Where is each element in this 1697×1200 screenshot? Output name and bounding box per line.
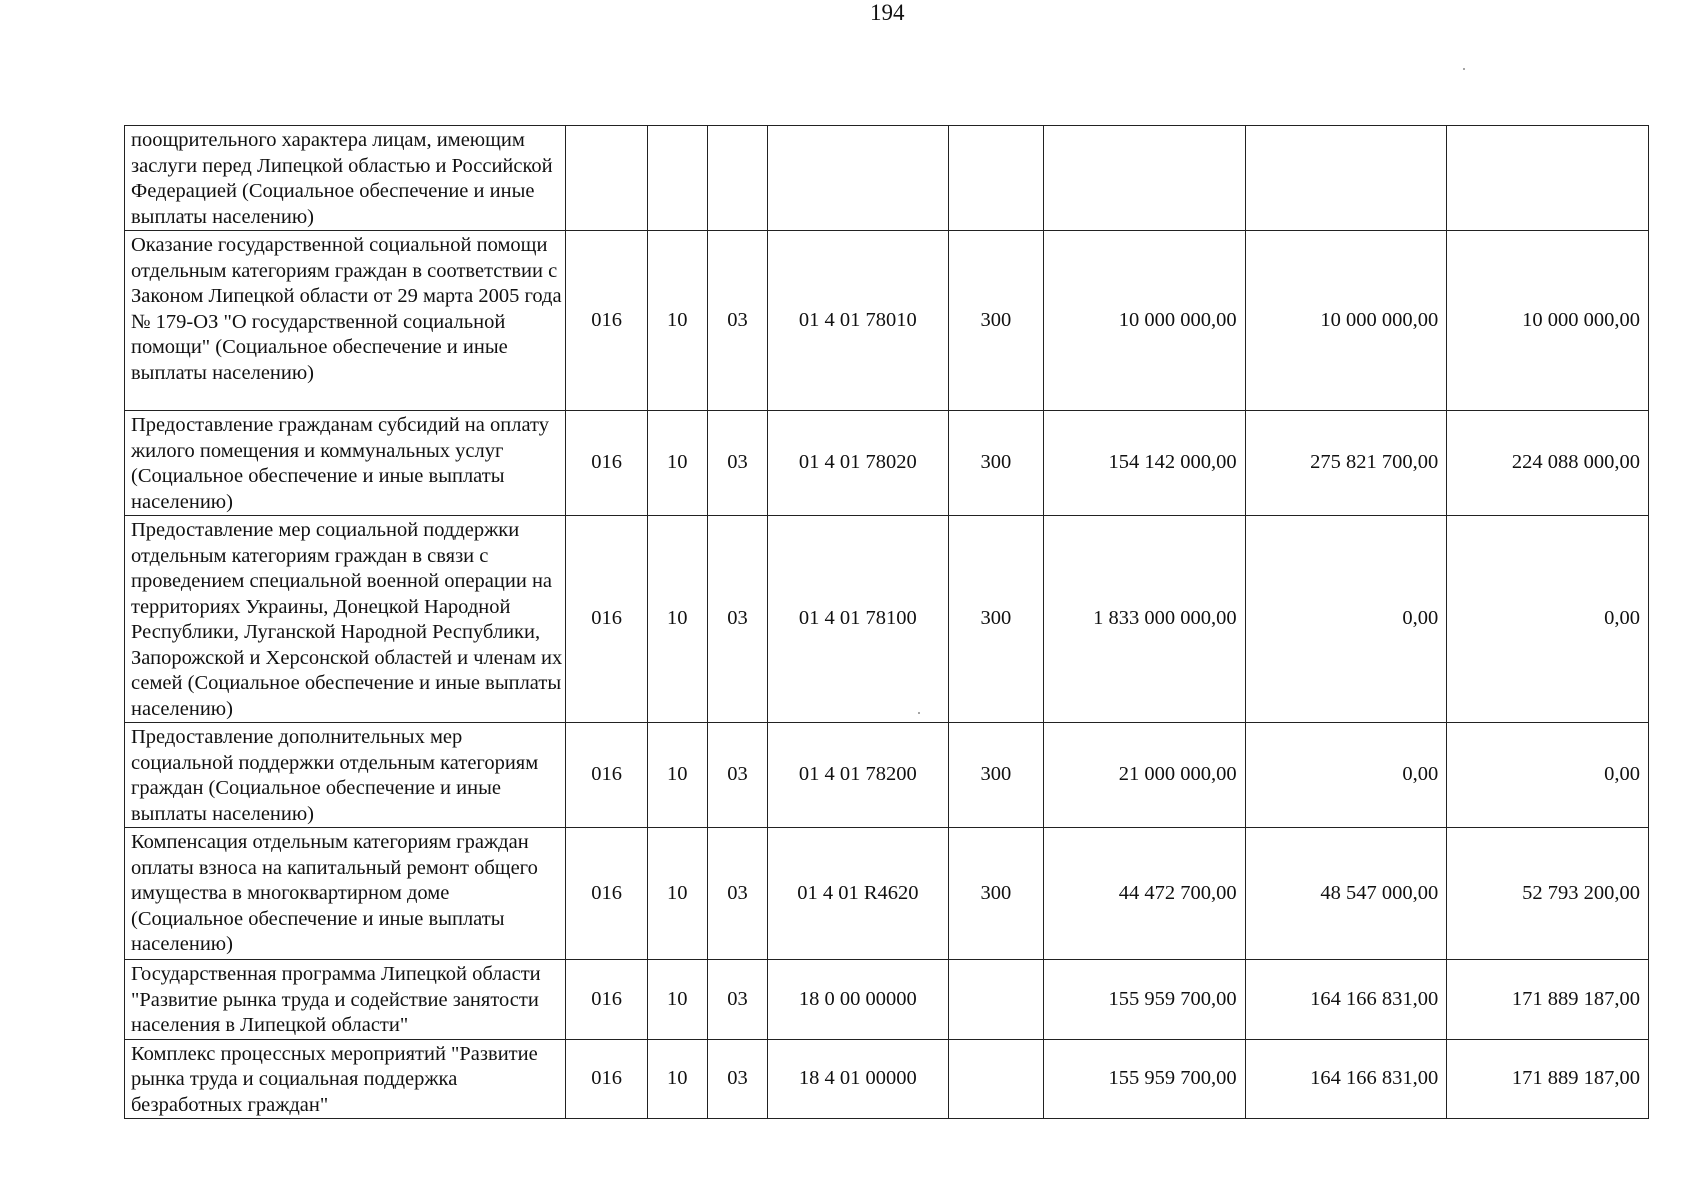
cell-name: Предоставление дополнительных мер социальной поддержки отдельным категориям граждан (Социальное обеспечение и иные выплаты населению) <box>125 723 566 828</box>
cell-ministry-code <box>566 126 647 231</box>
cell-expense-type: 300 <box>948 411 1043 516</box>
cell-sum-year-2: 164 166 831,00 <box>1245 960 1447 1040</box>
cell-subsection: 03 <box>707 231 767 411</box>
table-row <box>125 723 1649 828</box>
cell-expense-type: 300 <box>948 723 1043 828</box>
cell-sum-year-3: 224 088 000,00 <box>1447 411 1649 516</box>
cell-sum-year-1: 155 959 700,00 <box>1043 960 1245 1040</box>
cell-expense-type <box>948 960 1043 1040</box>
cell-sum-year-2: 0,00 <box>1245 516 1447 723</box>
table-row <box>125 960 1649 1040</box>
cell-name: Государственная программа Липецкой области "Развитие рынка труда и содействие занятости населения в Липецкой области" <box>125 960 566 1040</box>
cell-sum-year-3 <box>1447 126 1649 231</box>
cell-expense-type <box>948 1039 1043 1119</box>
cell-ministry-code: 016 <box>566 1039 647 1119</box>
cell-ministry-code: 016 <box>566 231 647 411</box>
cell-sum-year-2: 48 547 000,00 <box>1245 828 1447 960</box>
cell-sum-year-1: 155 959 700,00 <box>1043 1039 1245 1119</box>
cell-section: 10 <box>647 960 707 1040</box>
cell-target-article: 01 4 01 R4620 <box>768 828 949 960</box>
cell-ministry-code: 016 <box>566 411 647 516</box>
cell-target-article: 01 4 01 78100 <box>768 516 949 723</box>
cell-target-article: 01 4 01 78200 <box>768 723 949 828</box>
cell-sum-year-3: 0,00 <box>1447 723 1649 828</box>
cell-sum-year-1 <box>1043 126 1245 231</box>
cell-sum-year-3: 52 793 200,00 <box>1447 828 1649 960</box>
cell-sum-year-2 <box>1245 126 1447 231</box>
cell-name: Предоставление гражданам субсидий на оплату жилого помещения и коммунальных услуг (Социальное обеспечение и иные выплаты населению) <box>125 411 566 516</box>
cell-ministry-code: 016 <box>566 960 647 1040</box>
cell-sum-year-2: 275 821 700,00 <box>1245 411 1447 516</box>
cell-subsection: 03 <box>707 828 767 960</box>
table-row <box>125 516 1649 723</box>
cell-expense-type: 300 <box>948 828 1043 960</box>
cell-subsection: 03 <box>707 411 767 516</box>
cell-subsection: 03 <box>707 960 767 1040</box>
cell-name: Предоставление мер социальной поддержки отдельным категориям граждан в связи с проведением специальной военной операции на территориях Украины, Донецкой Народной Республики, Луганской Народной Республики, Запорожской и Херсонской областей и членам их семей (Социальное обеспечение и иные выплаты населению) <box>125 516 566 723</box>
cell-ministry-code: 016 <box>566 723 647 828</box>
cell-name: поощрительного характера лицам, имеющим заслуги перед Липецкой областью и Российской Федерацией (Социальное обеспечение и иные выплаты населению) <box>125 126 566 231</box>
cell-sum-year-1: 44 472 700,00 <box>1043 828 1245 960</box>
cell-sum-year-3: 171 889 187,00 <box>1447 960 1649 1040</box>
table-row <box>125 411 1649 516</box>
cell-section: 10 <box>647 516 707 723</box>
cell-sum-year-1: 21 000 000,00 <box>1043 723 1245 828</box>
cell-subsection <box>707 126 767 231</box>
scan-speck <box>1463 68 1465 70</box>
cell-sum-year-2: 10 000 000,00 <box>1245 231 1447 411</box>
cell-ministry-code: 016 <box>566 828 647 960</box>
cell-section: 10 <box>647 828 707 960</box>
table-body <box>125 126 1649 1119</box>
cell-sum-year-3: 10 000 000,00 <box>1447 231 1649 411</box>
cell-target-article <box>768 126 949 231</box>
table-row <box>125 126 1649 231</box>
cell-sum-year-1: 1 833 000 000,00 <box>1043 516 1245 723</box>
cell-expense-type: 300 <box>948 231 1043 411</box>
cell-ministry-code: 016 <box>566 516 647 723</box>
cell-sum-year-2: 0,00 <box>1245 723 1447 828</box>
cell-subsection: 03 <box>707 1039 767 1119</box>
cell-section: 10 <box>647 231 707 411</box>
cell-sum-year-2: 164 166 831,00 <box>1245 1039 1447 1119</box>
cell-sum-year-3: 171 889 187,00 <box>1447 1039 1649 1119</box>
cell-name: Компенсация отдельным категориям граждан оплаты взноса на капитальный ремонт общего имущества в многоквартирном доме (Социальное обеспечение и иные выплаты населению) <box>125 828 566 960</box>
table-row <box>125 828 1649 960</box>
cell-section: 10 <box>647 411 707 516</box>
cell-name: Комплекс процессных мероприятий "Развитие рынка труда и социальная поддержка безработных граждан" <box>125 1039 566 1119</box>
cell-section: 10 <box>647 1039 707 1119</box>
cell-subsection: 03 <box>707 723 767 828</box>
cell-section <box>647 126 707 231</box>
cell-expense-type: 300 <box>948 516 1043 723</box>
table-row <box>125 1039 1649 1119</box>
cell-target-article: 18 4 01 00000 <box>768 1039 949 1119</box>
cell-sum-year-1: 10 000 000,00 <box>1043 231 1245 411</box>
page-number: 194 <box>870 0 905 25</box>
scan-speck <box>918 712 920 714</box>
cell-target-article: 01 4 01 78020 <box>768 411 949 516</box>
cell-sum-year-3: 0,00 <box>1447 516 1649 723</box>
table-row <box>125 231 1649 411</box>
cell-sum-year-1: 154 142 000,00 <box>1043 411 1245 516</box>
cell-expense-type <box>948 126 1043 231</box>
cell-section: 10 <box>647 723 707 828</box>
budget-table <box>124 125 1649 1119</box>
cell-target-article: 01 4 01 78010 <box>768 231 949 411</box>
cell-subsection: 03 <box>707 516 767 723</box>
cell-target-article: 18 0 00 00000 <box>768 960 949 1040</box>
cell-name: Оказание государственной социальной помощи отдельным категориям граждан в соответствии с Законом Липецкой области от 29 марта 2005 года № 179-ОЗ "О государственной социальной помощи" (Социальное обеспечение и иные выплаты населению) <box>125 231 566 411</box>
